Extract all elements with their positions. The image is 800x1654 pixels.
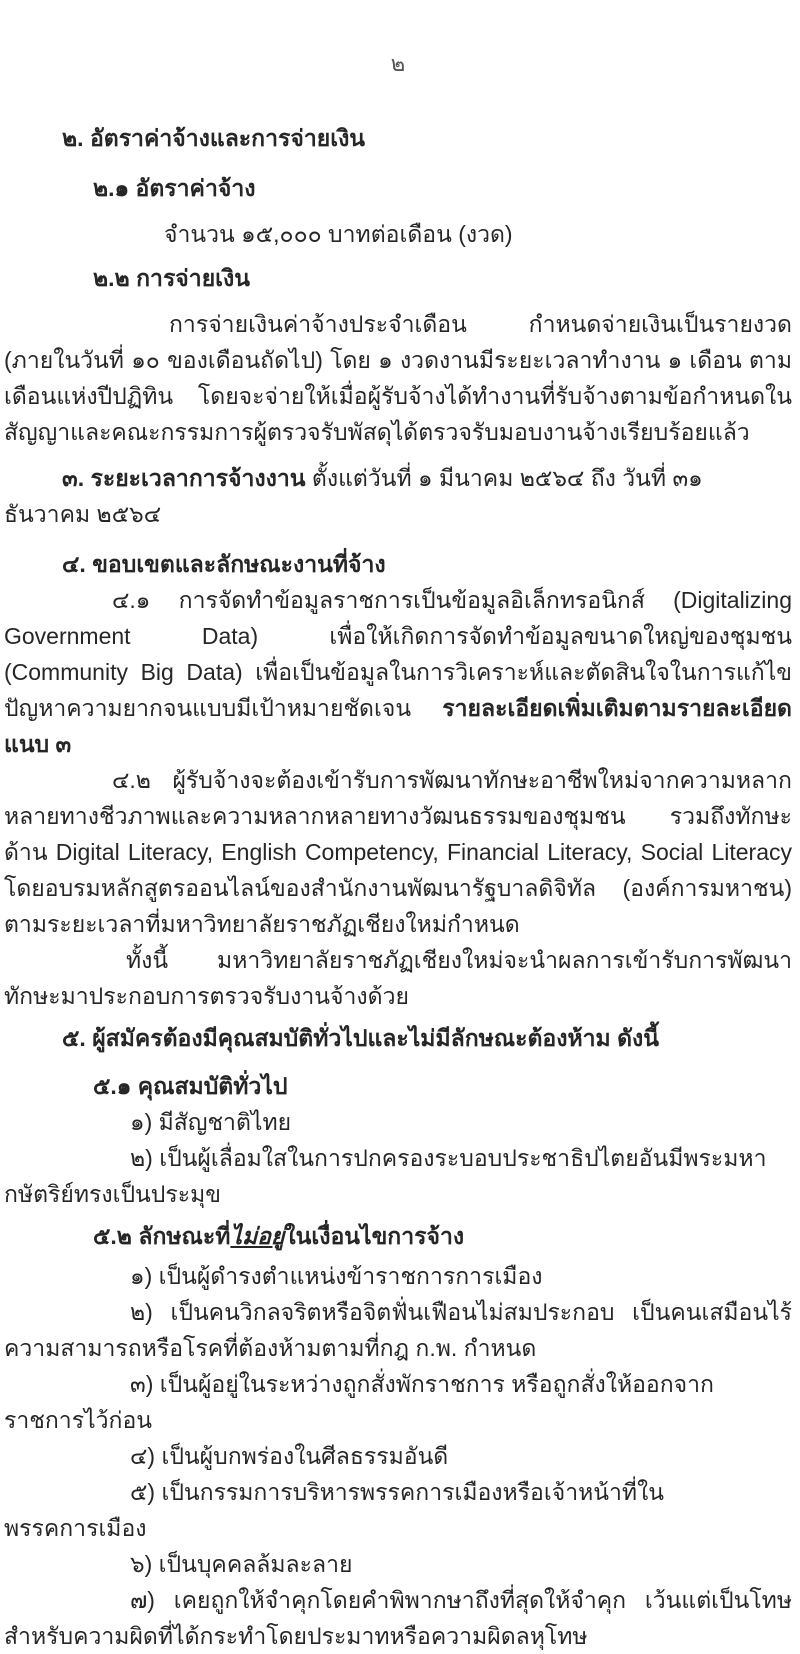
clause-4-2: ๔.๒ ผู้รับจ้างจะต้องเข้ารับการพัฒนาทักษะอาชีพใหม่จากความหลากหลายทางชีวภาพและความหลากหลายทางวัฒนธรรมของชุมชน รวมถึงทักษะด้าน Digital Literacy, English Competency, Financial Literacy, Social Literacy โดยอบรมหลักสูตรออนไลน์ของสำนักงานพัฒนารัฐบาลดิจิทัล (องค์การมหาชน) ตามระยะเวลาที่มหาวิทยาลัยราชภัฏเชียงใหม่กำหนด <box>4 767 792 937</box>
section-3-heading-bold: ๓. ระยะเวลาการจ้างงาน <box>62 465 306 491</box>
section-5-2-heading <box>4 1218 792 1254</box>
restriction-item-4: ๔) เป็นผู้บกพร่องในศีลธรรมอันดี <box>130 1443 449 1469</box>
page-number: ๒ <box>390 51 406 76</box>
qualification-item-2: ๒) เป็นผู้เลื่อมใสในการปกครองระบอบประชาธิปไตยอันมีพระมหากษัตริย์ทรงเป็นประมุข <box>4 1145 767 1207</box>
restriction-item-2: ๒) เป็นคนวิกลจริตหรือจิตฟั่นเฟือนไม่สมประกอบ เป็นคนเสมือนไร้ความสามารถหรือโรคที่ต้องห้ามตามที่กฎ ก.พ. กำหนด <box>4 1299 792 1361</box>
section-2-2-heading: ๒.๒ การจ่ายเงิน <box>93 265 250 291</box>
section-5-1-heading: ๕.๑ คุณสมบัติทั่วไป <box>93 1073 288 1099</box>
section-5-2-heading-pre: ๕.๒ ลักษณะที่ <box>93 1223 231 1249</box>
section-5-2-heading-post: ในเงื่อนไขการจ้าง <box>284 1223 465 1249</box>
section-2-1-heading: ๒.๑ อัตราค่าจ้าง <box>93 175 256 201</box>
section-5-2-heading-underlined: ไม่อยู่ <box>230 1223 285 1249</box>
payment-paragraph: การจ่ายเงินค่าจ้างประจำเดือน กำหนดจ่ายเงินเป็นรายงวด (ภายในวันที่ ๑๐ ของเดือนถัดไป) โดย ๑ งวดงานมีระยะเวลาทำงาน ๑ เดือน ตามเดือนแห่งปีปฏิทิน โดยจะจ่ายให้เมื่อผู้รับจ้างได้ทำงานที่รับจ้างตามข้อกำหนดในสัญญาและคณะกรรมการผู้ตรวจรับพัสดุได้ตรวจรับมอบงานจ้างเรียบร้อยแล้ว <box>4 311 792 445</box>
section-3-heading-dates: ตั้งแต่วันที่ ๑ มีนาคม ๒๕๖๔ ถึง วันที่ ๓๑ ธันวาคม ๒๕๖๔ <box>4 465 703 527</box>
document-page <box>0 46 800 1649</box>
section-5-heading: ๕. ผู้สมัครต้องมีคุณสมบัติทั่วไปและไม่มีลักษณะต้องห้าม ดังนี้ <box>62 1025 659 1051</box>
restriction-item-5: ๕) เป็นกรรมการบริหารพรรคการเมืองหรือเจ้าหน้าที่ในพรรคการเมือง <box>4 1479 665 1541</box>
section-2-heading: ๒. อัตราค่าจ้างและการจ่ายเงิน <box>62 125 366 151</box>
salary-amount: จำนวน ๑๕,๐๐๐ บาทต่อเดือน (งวด) <box>164 221 513 247</box>
clause-4-2-note: ทั้งนี้ มหาวิทยาลัยราชภัฏเชียงใหม่จะนำผลการเข้ารับการพัฒนาทักษะมาประกอบการตรวจรับงานจ้างด้วย <box>4 947 792 1009</box>
restriction-item-3: ๓) เป็นผู้อยู่ในระหว่างถูกสั่งพักราชการ หรือถูกสั่งให้ออกจากราชการไว้ก่อน <box>4 1371 714 1433</box>
restriction-item-6: ๖) เป็นบุคคลล้มละลาย <box>130 1551 353 1577</box>
clause-4-1 <box>4 582 792 762</box>
clause-4-1-attachment-note: รายละเอียดเพิ่มเติมตามรายละเอียดแนบ ๓ <box>4 695 792 757</box>
restriction-item-7: ๗) เคยถูกให้จำคุกโดยคำพิพากษาถึงที่สุดให้จำคุก เว้นแต่เป็นโทษสำหรับความผิดที่ได้กระทำโดยประมาทหรือความผิดลหุโทษ <box>4 1587 792 1649</box>
restriction-item-1: ๑) เป็นผู้ดำรงตำแหน่งข้าราชการการเมือง <box>130 1263 543 1289</box>
section-4-heading: ๔. ขอบเขตและลักษณะงานที่จ้าง <box>62 551 386 577</box>
section-3-heading <box>4 460 792 532</box>
qualification-item-1: ๑) มีสัญชาติไทย <box>130 1109 292 1135</box>
clause-4-1-text: ๔.๑ การจัดทำข้อมูลราชการเป็นข้อมูลอิเล็กทรอนิกส์ (Digitalizing Government Data) เพื่อให้เกิดการจัดทำข้อมูลขนาดใหญ่ของชุมชน (Community Big Data) เพื่อเป็นข้อมูลในการวิเคราะห์และตัดสินใจในการแก้ไขปัญหาความยากจนแบบมีเป้าหมายชัดเจน <box>4 587 792 721</box>
